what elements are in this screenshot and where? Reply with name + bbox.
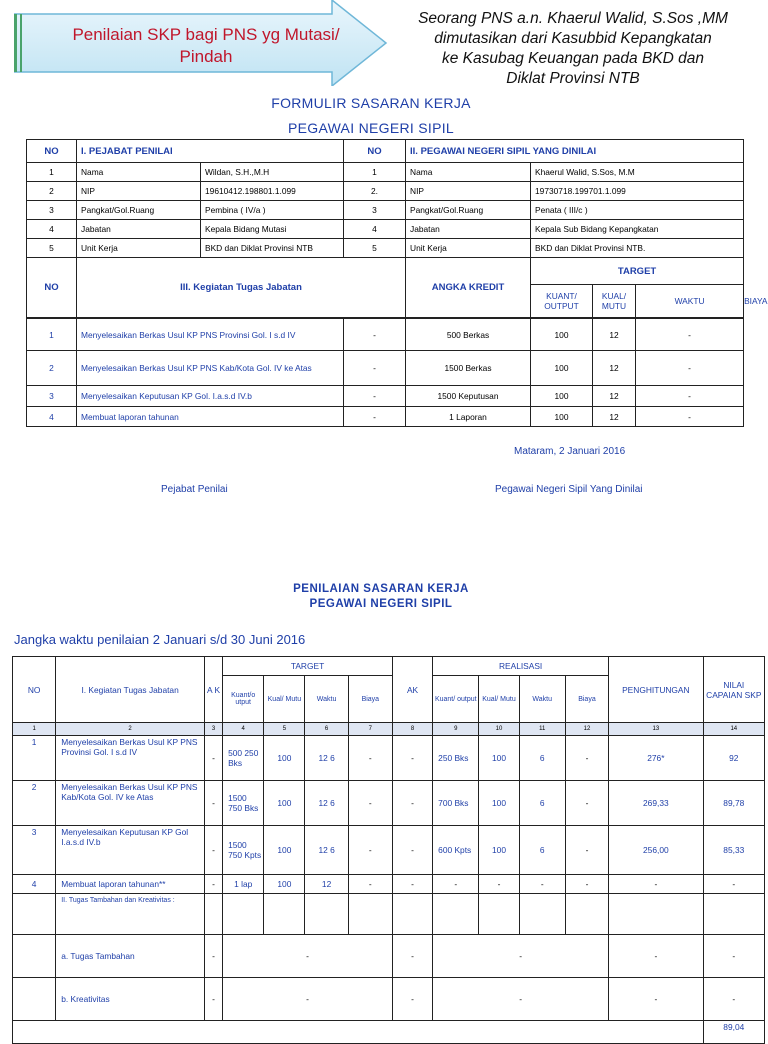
tugas-tambahan-label: a. Tugas Tambahan [56,935,205,978]
col-num: 6 [305,723,348,736]
header-realisasi: REALISASI [433,657,609,676]
row-label: Jabatan [77,220,201,239]
row-biaya: - [348,736,392,781]
row-penghitungan: 256,00 [609,826,703,875]
header-kegiatan: III. Kegiatan Tugas Jabatan [77,258,406,318]
row-biaya-2: - [565,826,608,875]
row-kuant-2: - [433,875,479,894]
kreativitas-realisasi: - [433,978,609,1021]
assessment-period: Jangka waktu penilaian 2 Januari s/d 30 Juni 2016 [14,632,306,647]
row-value: 19610412.198801.1.099 [201,182,344,201]
row-waktu: 12 [305,875,348,894]
row-no: 3 [13,826,56,875]
row-kual: 100 [264,736,305,781]
col-num: 8 [392,723,432,736]
form-row [27,220,744,239]
tugas-tambahan-row [13,935,765,978]
tugas-tambahan-realisasi: - [433,935,609,978]
activity-name: Membuat laporan tahunan [77,407,344,427]
row-kuant: 1500 750 Bks [223,781,264,826]
row-biaya-2: - [565,736,608,781]
tugas-tambahan-ak-2: - [392,935,432,978]
row-penghitungan: 269,33 [609,781,703,826]
row-label-2: Nama [406,163,531,182]
tugas-tambahan-ak: - [204,935,222,978]
header-biaya: Biaya [348,676,392,723]
header-waktu-2: Waktu [519,676,565,723]
intro-line-4: Diklat Provinsi NTB [506,70,640,87]
assessment-row [13,781,765,826]
row-penghitungan: 276* [609,736,703,781]
form-row [27,182,744,201]
assessment-row [13,826,765,875]
row-waktu-2: 6 [519,826,565,875]
header-kegiatan: I. Kegiatan Tugas Jabatan [56,657,205,723]
activity-waktu: 12 [593,319,636,351]
row-label-2: Pangkat/Gol.Ruang [406,201,531,220]
header-nilai: NILAI CAPAIAN SKP [703,657,764,723]
signature-right-label: Pegawai Negeri Sipil Yang Dinilai [495,484,643,495]
row-nilai: 92 [703,736,764,781]
row-nilai: 89,78 [703,781,764,826]
row-value: BKD dan Diklat Provinsi NTB [201,239,344,258]
col-num: 2 [56,723,205,736]
header-no: NO [27,140,77,163]
row-biaya-2: - [565,781,608,826]
row-value: Pembina ( IV/a ) [201,201,344,220]
kreativitas-ak-2: - [392,978,432,1021]
row-kuant: 1500 750 Kpts [223,826,264,875]
intro-line-1: Seorang PNS a.n. Khaerul Walid, S.Sos ,MM [418,10,728,27]
col-num: 1 [13,723,56,736]
activity-ak: - [344,351,406,386]
activity-kual: 100 [531,319,593,351]
row-no-2: 5 [344,239,406,258]
row-kual: 100 [264,826,305,875]
header-kual-2: Kual/ Mutu [479,676,519,723]
col-num: 13 [609,723,703,736]
header-target: TARGET [223,657,393,676]
kreativitas-row [13,978,765,1021]
kreativitas-ak: - [204,978,222,1021]
activity-kuant: 1 Laporan [406,407,531,427]
activity-kual: 100 [531,351,593,386]
activity-no: 2 [27,351,77,386]
row-value-2: BKD dan Diklat Provinsi NTB. [531,239,744,258]
activity-ak: - [344,407,406,427]
row-no-2: 2. [344,182,406,201]
row-kuant-2: 700 Bks [433,781,479,826]
row-kuant: 1 lap [223,875,264,894]
header-no-kegiatan: NO [27,258,77,318]
activity-kuant: 500 Berkas [406,319,531,351]
row-ak-2: - [392,781,432,826]
header-kual: Kual/ Mutu [264,676,305,723]
activity-kuant: 1500 Berkas [406,351,531,386]
activity-ak: - [344,319,406,351]
row-biaya: - [348,826,392,875]
form-title-2: PEGAWAI NEGERI SIPIL [287,120,454,136]
row-no: 5 [27,239,77,258]
row-ak-2: - [392,826,432,875]
row-kual-2: - [479,875,519,894]
header-angka-kredit: ANGKA KREDIT [406,258,531,318]
row-waktu-2: 6 [519,781,565,826]
header-target: TARGET [531,258,744,285]
row-no: 1 [27,163,77,182]
row-ak-2: - [392,736,432,781]
row-ak-2: - [392,875,432,894]
header-no-2: NO [344,140,406,163]
row-name: Menyelesaikan Berkas Usul KP PNS Kab/Kota Gol. IV ke Atas [56,781,205,826]
header-kuant: Kuant/o utput [223,676,264,723]
row-ak: - [204,781,222,826]
row-no: 2 [27,182,77,201]
row-name: Menyelesaikan Keputusan KP Gol I.a.s.d IV.b [56,826,205,875]
tambahan-header: II. Tugas Tambahan dan Kreativitas : [56,894,205,935]
row-nilai: - [703,875,764,894]
row-biaya: - [348,875,392,894]
activity-biaya: - [636,351,744,386]
kreativitas-nilai: - [703,978,764,1021]
intro-line-2: dimutasikan dari Kasubbid Kepangkatan [434,30,712,47]
kreativitas-target: - [223,978,393,1021]
row-kual-2: 100 [479,826,519,875]
activity-waktu: 12 [593,351,636,386]
assessment-row [13,736,765,781]
title-banner [14,0,388,86]
form-title-1: FORMULIR SASARAN KERJA [271,95,471,111]
row-waktu-2: 6 [519,736,565,781]
activity-name: Menyelesaikan Keputusan KP Gol. I.a.s.d IV.b [77,386,344,407]
row-kual-2: 100 [479,736,519,781]
tugas-tambahan-hitung: - [609,935,703,978]
header-waktu: Waktu [305,676,348,723]
row-value-2: 19730718.199701.1.099 [531,182,744,201]
assessment-row [13,875,765,894]
col-num: 9 [433,723,479,736]
form-row [27,201,744,220]
row-label: Pangkat/Gol.Ruang [77,201,201,220]
header-penghitungan: PENGHITUNGAN [609,657,703,723]
row-kual: 100 [264,875,305,894]
kreativitas-label: b. Kreativitas [56,978,205,1021]
row-value: Kepala Bidang Mutasi [201,220,344,239]
activity-name: Menyelesaikan Berkas Usul KP PNS Kab/Kota Gol. IV ke Atas [77,351,344,386]
row-kual-2: 100 [479,781,519,826]
col-num: 3 [204,723,222,736]
row-label-2: NIP [406,182,531,201]
activity-name: Menyelesaikan Berkas Usul KP PNS Provinsi Gol. I s.d IV [77,319,344,351]
row-name: Membuat laporan tahunan** [56,875,205,894]
row-kuant-2: 250 Bks [433,736,479,781]
row-no: 3 [27,201,77,220]
sasaran-kerja-table: NO I. PEJABAT PENILAI NO II. PEGAWAI NEGERI SIPIL YANG DINILAI 1 Nama Wildan, S.H.,M.H 1 Nama Khaerul Walid, S.Sos, M.M 2 NIP 19610412.198801.1.099 2. NIP 19730718.199701.1.099 3 Pangkat/Gol.Ruang Pembina ( IV/a ) 3 Pangkat/Gol.Ruang Penata ( III/c ) 4 Jabatan Kepala Bidang Mutasi 4 Jabatan Kepala Sub Bidang Kepangkatan 5 Unit Kerja BKD dan Diklat Provinsi NTB 5 Unit Kerja BKD dan Diklat Provinsi NTB. NO III. Kegiatan Tugas Jabatan ANGKA KREDIT TARGET KUANT/ OUTPUT KUAL/ MUTU WAKTU BIAYA [26,139,744,318]
place-date: Mataram, 2 Januari 2016 [514,446,626,457]
activity-biaya: - [636,319,744,351]
row-no-2: 3 [344,201,406,220]
header-pns: II. PEGAWAI NEGERI SIPIL YANG DINILAI [406,140,744,163]
banner-line-2: Pindah [179,47,233,66]
activity-row [27,351,744,386]
row-no-2: 1 [344,163,406,182]
activity-kual: 100 [531,407,593,427]
row-value-2: Khaerul Walid, S.Sos, M.M [531,163,744,182]
row-no: 2 [13,781,56,826]
header-kuant: KUANT/ OUTPUT [531,285,593,318]
col-num: 4 [223,723,264,736]
kreativitas-hitung: - [609,978,703,1021]
row-value-2: Kepala Sub Bidang Kepangkatan [531,220,744,239]
signature-left-label: Pejabat Penilai [161,484,228,495]
col-num: 11 [519,723,565,736]
row-biaya-2: - [565,875,608,894]
row-no: 1 [13,736,56,781]
row-penghitungan: - [609,875,703,894]
penilaian-table [12,656,765,1044]
row-ak: - [204,826,222,875]
row-name: Menyelesaikan Berkas Usul KP PNS Provinsi Gol. I s.d IV [56,736,205,781]
row-value: Wildan, S.H.,M.H [201,163,344,182]
header-ak-2: AK [392,657,432,723]
activity-biaya: - [636,386,744,407]
activity-ak: - [344,386,406,407]
assessment-title-1: PENILAIAN SASARAN KERJA [293,583,469,595]
kegiatan-table [26,318,744,427]
header-waktu: WAKTU [636,285,744,318]
banner-line-1: Penilaian SKP bagi PNS yg Mutasi/ [72,25,340,44]
header-ak: A K [204,657,222,723]
column-number-row [13,723,765,736]
activity-row [27,386,744,407]
row-label-2: Unit Kerja [406,239,531,258]
row-nilai: 85,33 [703,826,764,875]
total-nilai: 89,04 [703,1021,764,1044]
activity-kuant: 1500 Keputusan [406,386,531,407]
row-ak: - [204,875,222,894]
row-value-2: Penata ( III/c ) [531,201,744,220]
row-label: NIP [77,182,201,201]
header-pejabat: I. PEJABAT PENILAI [77,140,344,163]
header-biaya-2: Biaya [565,676,608,723]
assessment-title-2: PEGAWAI NEGERI SIPIL [309,598,453,610]
activity-waktu: 12 [593,407,636,427]
col-num: 10 [479,723,519,736]
tugas-tambahan-nilai: - [703,935,764,978]
activity-row [27,407,744,427]
header-kual: KUAL/ MUTU [593,285,636,318]
row-no: 4 [27,220,77,239]
col-num: 12 [565,723,608,736]
activity-waktu: 12 [593,386,636,407]
row-no-2: 4 [344,220,406,239]
col-num: 14 [703,723,764,736]
row-kuant-2: 600 Kpts [433,826,479,875]
row-label-2: Jabatan [406,220,531,239]
activity-no: 1 [27,319,77,351]
intro-text [386,9,760,89]
row-biaya: - [348,781,392,826]
row-label: Nama [77,163,201,182]
row-label: Unit Kerja [77,239,201,258]
header-no: NO [13,657,56,723]
form-row [27,163,744,182]
tambahan-header-row [13,894,765,935]
row-waktu: 12 6 [305,781,348,826]
col-num: 5 [264,723,305,736]
intro-line-3: ke Kasubag Keuangan pada BKD dan [442,50,704,67]
row-kual: 100 [264,781,305,826]
row-no: 4 [13,875,56,894]
row-waktu: 12 6 [305,826,348,875]
col-num: 7 [348,723,392,736]
row-kuant: 500 250 Bks [223,736,264,781]
activity-no: 4 [27,407,77,427]
activity-kual: 100 [531,386,593,407]
row-waktu-2: - [519,875,565,894]
form-row [27,239,744,258]
header-kuant-2: Kuant/ output [433,676,479,723]
tugas-tambahan-target: - [223,935,393,978]
row-ak: - [204,736,222,781]
activity-row [27,319,744,351]
activity-no: 3 [27,386,77,407]
activity-biaya: - [636,407,744,427]
row-waktu: 12 6 [305,736,348,781]
